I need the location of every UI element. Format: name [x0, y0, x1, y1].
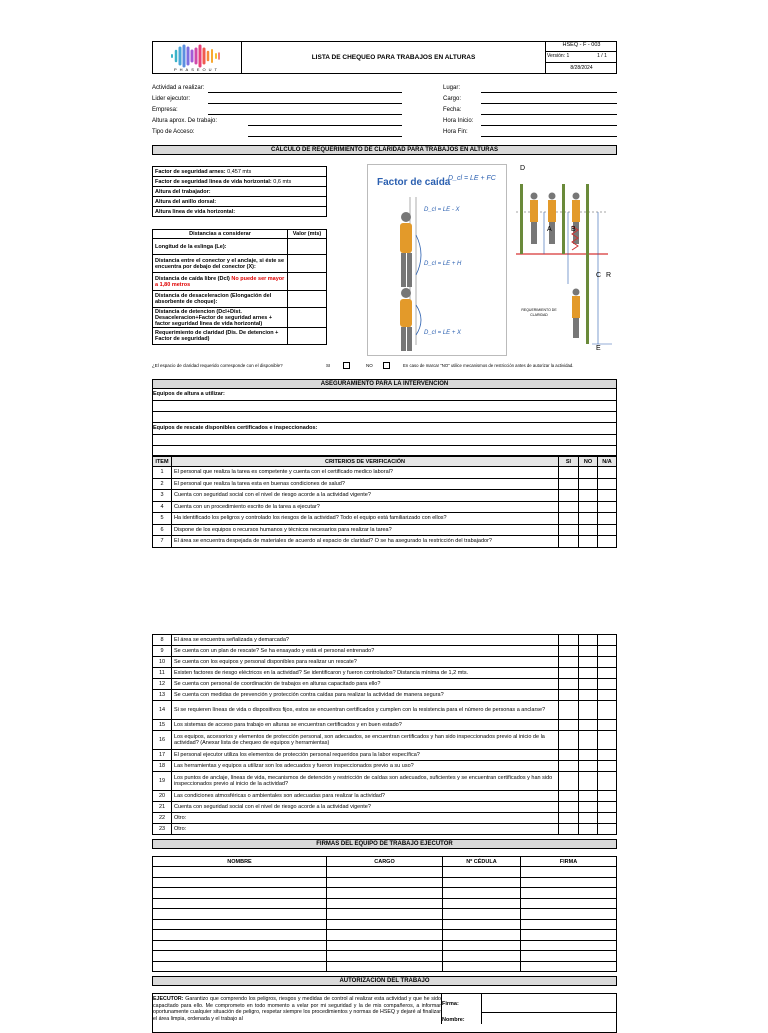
field-label-hora-inicio: Hora Inicio: — [443, 118, 474, 124]
criteria-row — [153, 761, 617, 772]
firma-firma-cell[interactable] — [521, 961, 617, 972]
criteria-si-cell[interactable] — [559, 791, 579, 802]
criteria-si-cell[interactable] — [559, 690, 579, 701]
field-input-hora-fin[interactable] — [481, 136, 617, 137]
field-input-cargo[interactable] — [481, 103, 617, 104]
criteria-text: Los equipos, accesorios y elementos de protección personal, son adecuados, se encuentran certificados y han sido inspeccionados previo al inicio de la actividad? (Anexar lista de chequeo de equipos y herramientas) — [172, 731, 559, 750]
criteria-na-cell[interactable] — [598, 668, 617, 679]
dist-value[interactable] — [288, 291, 327, 308]
criteria-table-2 — [152, 634, 617, 835]
firmas-section-title: FIRMAS DEL EQUIPO DE TRABAJO EJECUTOR — [152, 839, 617, 849]
firma-firma-cell[interactable] — [521, 909, 617, 920]
firma-cedula-cell[interactable] — [443, 867, 521, 878]
distances-table — [152, 229, 327, 345]
criteria-item-number: 7 — [153, 536, 172, 548]
criteria-text: Se cuenta con los equipos y personal disponibles para realizar un rescate? — [172, 657, 559, 668]
criteria-text: Otro: — [172, 813, 559, 824]
criteria-si-cell[interactable] — [559, 761, 579, 772]
criteria-item-number: 11 — [153, 668, 172, 679]
field-input-lugar[interactable] — [481, 92, 617, 93]
criteria-item-number: 3 — [153, 490, 172, 502]
col-cedula: Nº CÉDULA — [443, 857, 521, 867]
doc-version: Versión: 1 — [547, 53, 570, 59]
criteria-na-cell[interactable] — [598, 467, 617, 479]
firma-cedula-cell[interactable] — [443, 888, 521, 899]
criteria-na-cell[interactable] — [598, 813, 617, 824]
criteria-row — [153, 824, 617, 835]
doc-page: 1 / 1 — [597, 53, 607, 59]
criteria-text: Cuenta con seguridad social con el nivel de riesgo acorde a la actividad vigente? — [172, 802, 559, 813]
criteria-row — [153, 802, 617, 813]
dcl-warning: No puede ser mayor a 1,80 metros — [155, 275, 285, 288]
criteria-si-cell[interactable] — [559, 813, 579, 824]
criteria-row — [153, 791, 617, 802]
firma-firma-cell[interactable] — [521, 898, 617, 909]
criteria-no-cell[interactable] — [579, 701, 598, 720]
criteria-no-cell[interactable] — [579, 679, 598, 690]
clearance-diagram — [512, 164, 617, 356]
criteria-item-number: 22 — [153, 813, 172, 824]
criteria-item-number: 6 — [153, 524, 172, 536]
criteria-item-number: 2 — [153, 478, 172, 490]
criteria-na-cell[interactable] — [598, 657, 617, 668]
clearance-letter-r: R — [606, 272, 612, 279]
field-label-actividad: Actividad a realizar: — [152, 85, 205, 91]
criteria-row — [153, 813, 617, 824]
firma-nombre-cell[interactable] — [153, 940, 327, 951]
firma-firma-cell[interactable] — [521, 951, 617, 962]
criteria-item-number: 9 — [153, 646, 172, 657]
criteria-si-cell[interactable] — [559, 478, 579, 490]
criteria-na-cell[interactable] — [598, 802, 617, 813]
firma-row — [153, 867, 617, 878]
criteria-row — [153, 467, 617, 479]
criteria-row — [153, 657, 617, 668]
criteria-item-number: 18 — [153, 761, 172, 772]
criteria-row — [153, 701, 617, 720]
firma-nombre-cell[interactable] — [153, 930, 327, 941]
criteria-na-cell[interactable] — [598, 536, 617, 548]
dist-value[interactable] — [288, 308, 327, 328]
firma-cargo-cell[interactable] — [327, 888, 443, 899]
aseg-line[interactable] — [152, 422, 617, 423]
criteria-table-1 — [152, 456, 617, 548]
criteria-row — [153, 731, 617, 750]
criteria-no-cell[interactable] — [579, 668, 598, 679]
firma-row — [153, 909, 617, 920]
criteria-row — [153, 772, 617, 791]
field-label-hora-fin: Hora Fin: — [443, 129, 468, 135]
criteria-text: Se cuenta con un plan de rescate? Se ha ensayado y está el personal entrenado? — [172, 646, 559, 657]
criteria-item-number: 20 — [153, 791, 172, 802]
criteria-text: Los puntos de anclaje, líneas de vida, mecanismos de detención y restricción de caídas son adecuados, suficientes y se encuentran certificados y han sido inspeccionados previo al inicio de la actividad? — [172, 772, 559, 791]
criteria-si-cell[interactable] — [559, 646, 579, 657]
criteria-na-cell[interactable] — [598, 524, 617, 536]
dist-label: Distancia de desaceleracion (Elongación del absorbente de choque): — [153, 291, 288, 308]
criteria-na-cell[interactable] — [598, 824, 617, 835]
firma-cargo-cell[interactable] — [327, 867, 443, 878]
firma-cargo-cell[interactable] — [327, 940, 443, 951]
firma-cedula-cell[interactable] — [443, 940, 521, 951]
criteria-row — [153, 501, 617, 513]
criteria-item-number: 14 — [153, 701, 172, 720]
criteria-si-cell[interactable] — [559, 536, 579, 548]
auth-firma-field[interactable] — [481, 993, 617, 1013]
firma-nombre-cell[interactable] — [153, 919, 327, 930]
col-si: SI — [559, 457, 579, 467]
firma-cedula-cell[interactable] — [443, 909, 521, 920]
auth-lead: EJECUTOR: — [153, 996, 184, 1002]
option-no-checkbox[interactable] — [383, 362, 390, 369]
criteria-si-cell[interactable] — [559, 657, 579, 668]
criteria-text: El área se encuentra despejada de materiales de acuerdo al espacio de claridad? O se ha asegurado la restricción del trabajador? — [172, 536, 559, 548]
firma-row — [153, 930, 617, 941]
firma-nombre-cell[interactable] — [153, 877, 327, 888]
doc-code: HSEQ - F - 003 — [546, 42, 617, 52]
criteria-na-cell[interactable] — [598, 720, 617, 731]
criteria-text: Las condiciones atmosféricas o ambientales son adecuadas para realizar la actividad? — [172, 791, 559, 802]
criteria-si-cell[interactable] — [559, 524, 579, 536]
criteria-item-number: 17 — [153, 750, 172, 761]
criteria-si-cell[interactable] — [559, 731, 579, 750]
criteria-no-cell[interactable] — [579, 501, 598, 513]
criteria-si-cell[interactable] — [559, 501, 579, 513]
field-input-empresa[interactable] — [208, 114, 402, 115]
firma-firma-cell[interactable] — [521, 919, 617, 930]
auth-nombre-label: Nombre: — [442, 1017, 465, 1023]
auth-body: Garantizo que comprendo los peligros, riesgos y medidas de control al realizar esta actividad y que he sido capacitado para ello. Me comprometo en todo momento a velar por mi seguridad y la de mis compañeros, a informar oportunamente cualquier situación de peligro, respetar siempre los procedimientos y normas de HSEQ y dejaré al finalizar el área limpia, ordenada y el trabajo al — [153, 996, 441, 1022]
criteria-text: Se cuenta con personal de coordinación de trabajos en alturas capacitado para ello? — [172, 679, 559, 690]
criteria-no-cell[interactable] — [579, 750, 598, 761]
fall-factor-title: Factor de caída — [377, 177, 451, 188]
header-logo-cell — [152, 41, 242, 74]
criteria-text: Dispone de los equipos o recursos humanos y técnicos necesarios para realizar la tarea? — [172, 524, 559, 536]
fall-factor-eq-c: D_cl = LE + X — [424, 330, 462, 336]
firma-cargo-cell[interactable] — [327, 951, 443, 962]
firma-row — [153, 951, 617, 962]
criteria-text: Las herramientas y equipos a utilizar son los adecuados y fueron inspeccionados previo a su uso? — [172, 761, 559, 772]
criteria-no-cell[interactable] — [579, 772, 598, 791]
restriction-note: En caso de marcar "NO" utilice mecanismos de restricción antes de autorizar la actividad. — [403, 363, 574, 368]
firma-firma-cell[interactable] — [521, 877, 617, 888]
firma-row — [153, 898, 617, 909]
criteria-si-cell[interactable] — [559, 772, 579, 791]
criteria-si-cell[interactable] — [559, 668, 579, 679]
criteria-si-cell[interactable] — [559, 679, 579, 690]
field-label-cargo: Cargo: — [443, 96, 462, 102]
dist-value[interactable] — [288, 328, 327, 345]
clearance-letter-d: D — [520, 165, 526, 172]
criteria-na-cell[interactable] — [598, 731, 617, 750]
criteria-row — [153, 668, 617, 679]
criteria-text: Se cuenta con medidas de prevención y protección contra caídas para realizar la actividad de manera segura? — [172, 690, 559, 701]
criteria-row — [153, 635, 617, 646]
clearance-question: ¿El espacio de claridad requerido corresponde con el disponible? — [152, 363, 283, 368]
clearance-letter-e: E — [596, 345, 601, 352]
criteria-na-cell[interactable] — [598, 679, 617, 690]
fall-factor-figure — [367, 164, 507, 356]
firma-firma-cell[interactable] — [521, 867, 617, 878]
criteria-text: Cuenta con seguridad social con el nivel de riesgo acorde a la actividad vigente? — [172, 490, 559, 502]
criteria-row — [153, 536, 617, 548]
dist-value[interactable] — [288, 239, 327, 255]
criteria-item-number: 16 — [153, 731, 172, 750]
criteria-no-cell[interactable] — [579, 646, 598, 657]
firma-cedula-cell[interactable] — [443, 877, 521, 888]
criteria-no-cell[interactable] — [579, 635, 598, 646]
field-input-actividad[interactable] — [208, 92, 402, 93]
firma-cargo-cell[interactable] — [327, 930, 443, 941]
criteria-na-cell[interactable] — [598, 791, 617, 802]
firma-nombre-cell[interactable] — [153, 951, 327, 962]
criteria-item-number: 4 — [153, 501, 172, 513]
col-cargo: CARGO — [327, 857, 443, 867]
criteria-text: Otro: — [172, 824, 559, 835]
criteria-no-cell[interactable] — [579, 731, 598, 750]
dist-label: Distancia entre el conector y el anclaje, si éste se encuentra por debajo del conector (X): — [153, 255, 288, 273]
aseg-line[interactable] — [152, 400, 617, 401]
criteria-si-cell[interactable] — [559, 701, 579, 720]
criteria-no-cell[interactable] — [579, 478, 598, 490]
calc-row[interactable]: Altura del anillo dorsal: — [153, 197, 327, 207]
criteria-na-cell[interactable] — [598, 761, 617, 772]
firma-nombre-cell[interactable] — [153, 888, 327, 899]
firma-nombre-cell[interactable] — [153, 867, 327, 878]
option-si-label: SI — [326, 363, 331, 368]
calc-row[interactable]: Factor de seguridad linea de vida horizontal: 0,6 mts — [153, 177, 327, 187]
logo-text: PHASEOUT — [173, 67, 220, 72]
firma-cargo-cell[interactable] — [327, 909, 443, 920]
criteria-na-cell[interactable] — [598, 772, 617, 791]
firma-row — [153, 919, 617, 930]
aseg-section-title: ASEGURAMIENTO PARA LA INTERVENCION — [152, 379, 617, 389]
criteria-si-cell[interactable] — [559, 513, 579, 525]
criteria-no-cell[interactable] — [579, 467, 598, 479]
option-si-checkbox[interactable] — [343, 362, 350, 369]
criteria-text: El área se encuentra señalizada y demarcada? — [172, 635, 559, 646]
criteria-text: El personal que realiza la tarea esta en buenas condiciones de salud? — [172, 478, 559, 490]
firma-row — [153, 961, 617, 972]
equipos-altura-label: Equipos de altura a utilizar: — [153, 391, 225, 397]
clearance-figure — [512, 164, 617, 356]
firma-firma-cell[interactable] — [521, 930, 617, 941]
criteria-no-cell[interactable] — [579, 490, 598, 502]
criteria-si-cell[interactable] — [559, 824, 579, 835]
criteria-row — [153, 478, 617, 490]
criteria-na-cell[interactable] — [598, 690, 617, 701]
criteria-text: Ha identificado los peligros y controlado los riesgos de la actividad? Todo el equipo está familiarizado con ellos? — [172, 513, 559, 525]
criteria-no-cell[interactable] — [579, 824, 598, 835]
col-nombre: NOMBRE — [153, 857, 327, 867]
criteria-row — [153, 750, 617, 761]
col-criterio: CRITERIOS DE VERIFICACIÓN — [172, 457, 559, 467]
firma-row — [153, 940, 617, 951]
criteria-text: El personal ejecutor utiliza los elementos de protección personal requeridos para la labor específica? — [172, 750, 559, 761]
col-no: NO — [579, 457, 598, 467]
criteria-no-cell[interactable] — [579, 690, 598, 701]
firma-cargo-cell[interactable] — [327, 961, 443, 972]
criteria-text: Si se requieren líneas de vida o dispositivos fijos, estos se encuentran certificados y cumplen con la resistencia para el número de personas a anclarse? — [172, 701, 559, 720]
firma-cedula-cell[interactable] — [443, 930, 521, 941]
clearance-caption: REQUERIMIENTO DE CLARIDAD — [521, 308, 557, 317]
field-input-hora-inicio[interactable] — [481, 125, 617, 126]
criteria-na-cell[interactable] — [598, 701, 617, 720]
firma-firma-cell[interactable] — [521, 888, 617, 899]
criteria-text: El personal que realiza la tarea es competente y cuenta con el certificado medico laboral? — [172, 467, 559, 479]
auth-text — [153, 996, 441, 1022]
field-input-lider[interactable] — [208, 103, 402, 104]
firma-cedula-cell[interactable] — [443, 919, 521, 930]
criteria-si-cell[interactable] — [559, 635, 579, 646]
clearance-letter-c: C — [596, 272, 602, 279]
criteria-item-number: 15 — [153, 720, 172, 731]
calc-section-title: CÁLCULO DE REQUERIMIENTO DE CLARIDAD PARA TRABAJOS EN ALTURAS — [152, 145, 617, 155]
criteria-no-cell[interactable] — [579, 657, 598, 668]
field-input-altura[interactable] — [248, 125, 402, 126]
criteria-no-cell[interactable] — [579, 813, 598, 824]
option-no-label: NO — [366, 363, 373, 368]
firma-cedula-cell[interactable] — [443, 898, 521, 909]
dist-label: Longitud de la eslinga (Le): — [153, 239, 288, 255]
firma-cedula-cell[interactable] — [443, 951, 521, 962]
fall-factor-eq-b: D_cl = LE + H — [424, 261, 462, 267]
logo-waves-icon — [152, 43, 242, 69]
header-meta — [545, 41, 617, 74]
firma-row — [153, 877, 617, 888]
criteria-no-cell[interactable] — [579, 513, 598, 525]
clearance-letter-b: B — [571, 226, 576, 233]
criteria-no-cell[interactable] — [579, 761, 598, 772]
criteria-na-cell[interactable] — [598, 501, 617, 513]
criteria-na-cell[interactable] — [598, 646, 617, 657]
calc-top-table — [152, 166, 327, 217]
criteria-item-number: 5 — [153, 513, 172, 525]
document-title: LISTA DE CHEQUEO PARA TRABAJOS EN ALTURAS — [311, 54, 476, 61]
criteria-text: Cuenta con un procedimiento escrito de la tarea a ejecutar? — [172, 501, 559, 513]
auth-firma-label: Firma: — [442, 1001, 459, 1007]
criteria-no-cell[interactable] — [579, 720, 598, 731]
criteria-row — [153, 524, 617, 536]
aseg-line[interactable] — [152, 411, 617, 412]
doc-date: 8/28/2024 — [570, 65, 593, 71]
criteria-item-number: 8 — [153, 635, 172, 646]
field-label-fecha: Fecha: — [443, 107, 462, 113]
auth-section-title: AUTORIZACIÓN DEL TRABAJO — [152, 976, 617, 986]
criteria-row — [153, 490, 617, 502]
criteria-no-cell[interactable] — [579, 536, 598, 548]
criteria-si-cell[interactable] — [559, 467, 579, 479]
criteria-item-number: 12 — [153, 679, 172, 690]
col-item: ITEM — [153, 457, 172, 467]
criteria-si-cell[interactable] — [559, 490, 579, 502]
field-label-altura: Altura aprox. De trabajo: — [152, 118, 218, 124]
criteria-si-cell[interactable] — [559, 802, 579, 813]
calc-row[interactable]: Factor de seguridad arnes: 0,457 mts — [153, 167, 327, 177]
firma-cargo-cell[interactable] — [327, 898, 443, 909]
col-na: N/A — [598, 457, 617, 467]
criteria-na-cell[interactable] — [598, 490, 617, 502]
dist-header: Distancias a considerar — [153, 230, 288, 239]
field-input-fecha[interactable] — [481, 114, 617, 115]
criteria-item-number: 10 — [153, 657, 172, 668]
clearance-letter-a: A — [547, 226, 552, 233]
calc-row[interactable]: Altura linea de vida horizontal: — [153, 207, 327, 217]
value-header: Valor (mts) — [288, 230, 327, 239]
field-label-lugar: Lugar: — [443, 85, 461, 91]
aseg-line[interactable] — [152, 434, 617, 435]
equipos-rescate-label: Equipos de rescate disponibles certificados e inspeccionados: — [153, 425, 318, 431]
firmas-table — [152, 856, 617, 972]
dist-value[interactable] — [288, 273, 327, 291]
aseg-line[interactable] — [152, 445, 617, 446]
criteria-na-cell[interactable] — [598, 750, 617, 761]
criteria-row — [153, 513, 617, 525]
col-firma: FIRMA — [521, 857, 617, 867]
field-input-acceso[interactable] — [248, 136, 402, 137]
field-label-lider: Lider ejecutor: — [152, 96, 191, 102]
firma-nombre-cell[interactable] — [153, 898, 327, 909]
criteria-si-cell[interactable] — [559, 750, 579, 761]
fall-factor-eq-top: D_cl = LE + FC — [448, 175, 496, 182]
criteria-si-cell[interactable] — [559, 720, 579, 731]
field-label-acceso: Tipo de Acceso: — [152, 129, 195, 135]
criteria-text: Los sistemas de acceso para trabajo en alturas se encuentran certificados y en buen estado? — [172, 720, 559, 731]
firma-cargo-cell[interactable] — [327, 877, 443, 888]
auth-nombre-field[interactable] — [481, 1013, 617, 1024]
dist-value[interactable] — [288, 255, 327, 273]
firma-firma-cell[interactable] — [521, 940, 617, 951]
field-label-empresa: Empresa: — [152, 107, 178, 113]
criteria-no-cell[interactable] — [579, 791, 598, 802]
criteria-text: Existen factores de riesgo eléctricos en la actividad? Se identificaron y fueron controlados? Distancia mínima de 1,2 mts. — [172, 668, 559, 679]
criteria-row — [153, 720, 617, 731]
firma-cargo-cell[interactable] — [327, 919, 443, 930]
firma-row — [153, 888, 617, 899]
calc-row[interactable]: Altura del trabajador: — [153, 187, 327, 197]
criteria-na-cell[interactable] — [598, 478, 617, 490]
criteria-row — [153, 646, 617, 657]
criteria-item-number: 1 — [153, 467, 172, 479]
firma-cedula-cell[interactable] — [443, 961, 521, 972]
criteria-no-cell[interactable] — [579, 524, 598, 536]
firma-nombre-cell[interactable] — [153, 961, 327, 972]
criteria-item-number: 23 — [153, 824, 172, 835]
criteria-item-number: 19 — [153, 772, 172, 791]
firma-nombre-cell[interactable] — [153, 909, 327, 920]
criteria-item-number: 21 — [153, 802, 172, 813]
criteria-item-number: 13 — [153, 690, 172, 701]
dist-label: Distancia de caída libre (Dcl) No puede ser mayor a 1,80 metros — [153, 273, 288, 291]
criteria-row — [153, 679, 617, 690]
criteria-no-cell[interactable] — [579, 802, 598, 813]
criteria-row — [153, 690, 617, 701]
dist-label: Distancia de detencion (Dcl+Dist. Desaceleracion+Factor de seguridad arnes + factor seguridad linea de vida horizontal) — [153, 308, 288, 328]
criteria-na-cell[interactable] — [598, 635, 617, 646]
dist-label: Requerimiento de claridad (Dis. De detencion + Factor de seguridad) — [153, 328, 288, 345]
fall-factor-eq-a: D_cl = LE - X — [424, 207, 460, 213]
criteria-na-cell[interactable] — [598, 513, 617, 525]
